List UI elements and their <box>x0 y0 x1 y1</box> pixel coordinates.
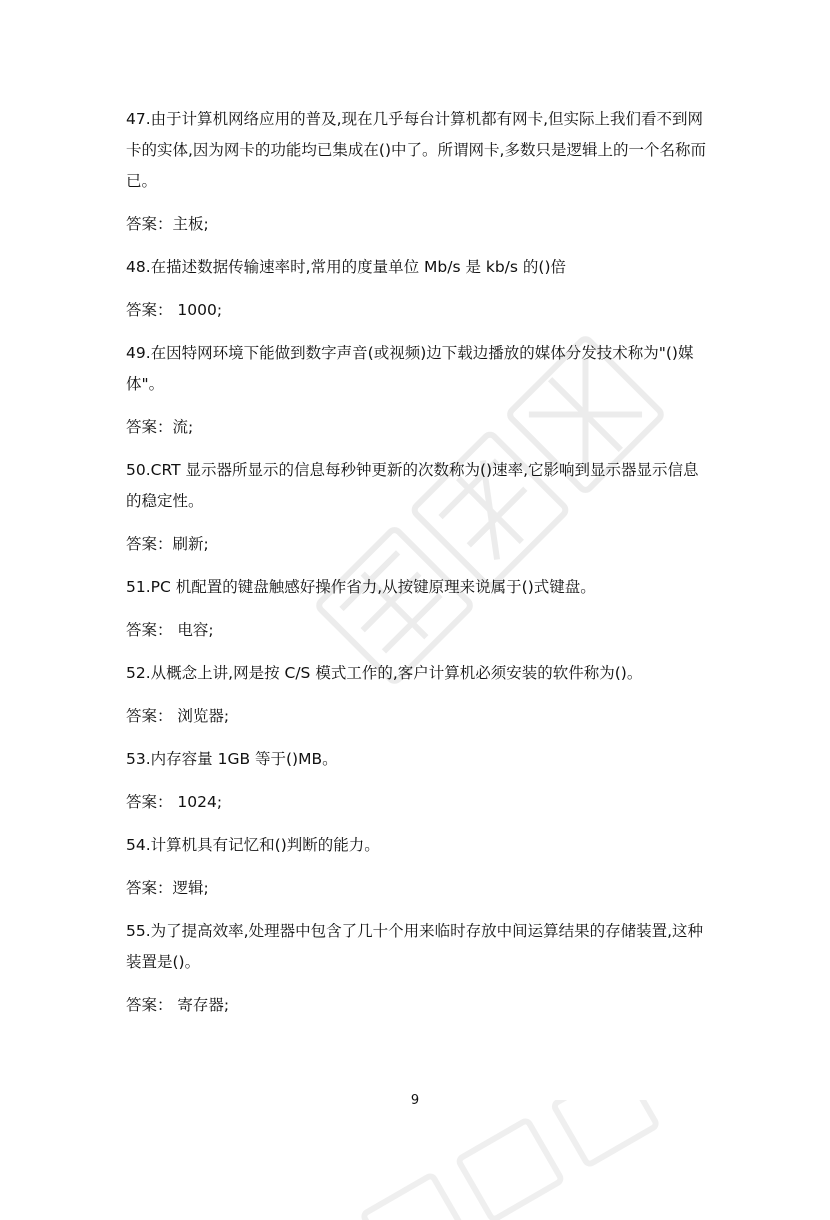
page-number: 9 <box>410 1093 420 1108</box>
question-54: 54.计算机具有记忆和()判断的能力。 <box>126 836 380 854</box>
question-47: 47.由于计算机网络应用的普及,现在几乎每台计算机都有网卡,但实际上我们看不到网卡的实体,因为网卡的功能均已集成在()中了。所谓网卡,多数只是逻辑上的一个名称而已。 <box>126 110 706 190</box>
answer-50: 答案：刷新; <box>126 535 209 553</box>
question-55: 55.为了提高效率,处理器中包含了几十个用来临时存放中间运算结果的存储装置,这种装置是()。 <box>126 922 704 971</box>
answer-54: 答案：逻辑; <box>126 879 209 897</box>
question-48: 48.在描述数据传输速率时,常用的度量单位 Mb/s 是 kb/s 的()倍 <box>126 258 567 276</box>
question-50: 50.CRT 显示器所显示的信息每秒钟更新的次数称为()速率,它影响到显示器显示信息的稳定性。 <box>126 461 699 510</box>
answer-47: 答案：主板; <box>126 215 209 233</box>
question-51: 51.PC 机配置的键盘触感好操作省力,从按键原理来说属于()式键盘。 <box>126 578 596 596</box>
question-53: 53.内存容量 1GB 等于()MB。 <box>126 750 338 768</box>
answer-49: 答案：流; <box>126 418 194 436</box>
answer-52: 答案： 浏览器; <box>126 707 230 725</box>
question-49: 49.在因特网环境下能做到数字声音(或视频)边下载边播放的媒体分发技术称为"()媒体"。 <box>126 344 694 393</box>
answer-53: 答案： 1024; <box>126 793 223 811</box>
question-list <box>126 104 706 1021</box>
answer-55: 答案： 寄存器; <box>126 996 230 1014</box>
watermark-fragment <box>330 1100 690 1220</box>
question-52: 52.从概念上讲,网是按 C/S 模式工作的,客户计算机必须安装的软件称为()。 <box>126 664 643 682</box>
answer-51: 答案： 电容; <box>126 621 214 639</box>
answer-48: 答案： 1000; <box>126 301 223 319</box>
